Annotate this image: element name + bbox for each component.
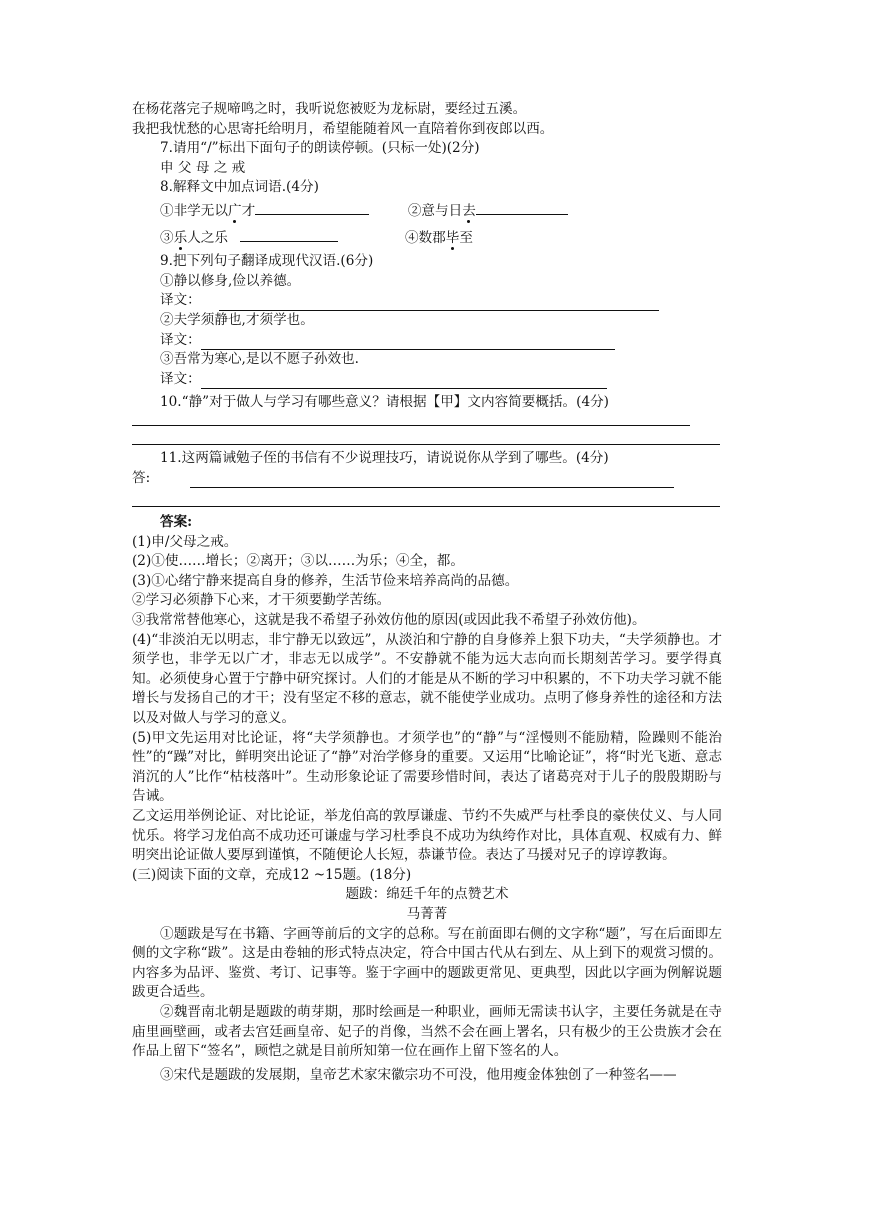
- q9-answer-line-1[interactable]: [219, 296, 659, 311]
- q9-answer-1: [132, 291, 722, 311]
- q11-answer-line-2[interactable]: [132, 488, 720, 507]
- q10-answer-line-1[interactable]: [132, 413, 690, 426]
- answer-line: (1)申/父母之戒。: [132, 533, 238, 550]
- article-paragraph: ②魏晋南北朝是题跋的萌芽期，那时绘画是一种职业，画师无需读书认字，主要任务就是在寺庙里画壁画，或者去宫廷画皇帝、妃子的肖像，当然不会在画上署名，只有极少的王公贵族才会在作品上留下“签名”，顾恺之就是目前所知第一位在画作上留下签名的人。: [132, 1003, 722, 1060]
- q10-prompt: 10.“静”对于做人与学习有哪些意义？请根据【甲】文内容简要概括。(4分): [160, 394, 609, 411]
- q9-answer-line-3[interactable]: [201, 374, 607, 389]
- q11-answer-line-1[interactable]: [190, 473, 674, 488]
- dotted-word: 毕: [445, 229, 460, 246]
- answer-label: 译文：: [160, 331, 201, 348]
- article-title: 题跋：绵廷千年的点赞艺术: [345, 886, 509, 903]
- intro-line: 在杨花落完子规啼鸣之时，我听说您被贬为龙标尉，要经过五溪。: [132, 101, 527, 117]
- q8-item-3: ③乐人之乐: [160, 229, 228, 246]
- answer-paragraph: (4)“非淡泊无以明志，非宁静无以致远”，从淡泊和宁静的自身修养上狠下功夫，“夫学须静也。才须学也，非学无以广才，非志无以成学”。不安静就不能为远大志向而长期刻苦学习。要学得真知。必须使身心置于宁静中研究探讨。人们的才能是从不断的学习中积累的，不下功夫学习就不能增长与发扬自己的才干；没有坚定不移的意志，就不能使学业成功。点明了修身养性的途径和方法以及对做人与学习的意义。: [132, 631, 722, 727]
- dotted-word: 乐: [173, 229, 188, 246]
- q11-prompt: 11.这两篇诫勉子侄的书信有不少说理技巧，请说说你从学到了哪些。(4分): [160, 449, 609, 466]
- q9-item-3: ③吾常为寒心,是以不愿子孙效也.: [160, 351, 359, 368]
- answer-line: (3)①心绪宁静来提高自身的修养，生活节俭来培养高尚的品德。: [132, 572, 519, 589]
- answer-label: 答:: [132, 469, 151, 486]
- q9-prompt: 9.把下列句子翻译成现代汉语.(6分): [160, 253, 374, 270]
- answer-paragraph: 乙文运用举例论证、对比论证，举龙伯高的敦厚谦虚、节约不失威严与杜季良的豪侠仗义、与人同忧乐。将学习龙伯高不成功还可谦虚与学习杜季良不成功为纨绔作对比，具体直观、权威有力、鲜明突出论证做人要厚到谨慎，不随便论人长短，恭谦节俭。表达了马援对兄子的谆谆教诲。: [132, 808, 722, 864]
- q7-sentence: 申 父 母 之 戒: [160, 159, 246, 176]
- q8-item-4: ④数郡毕至: [404, 229, 473, 246]
- article-author: 马菁菁: [406, 905, 448, 922]
- q8-item-1: ①非学无以广才: [160, 202, 256, 219]
- q11-answer: [132, 469, 722, 489]
- answers-heading: 答案:: [160, 514, 193, 531]
- q9-item-1: ①静以修身,俭以养德。: [160, 272, 301, 289]
- q9-item-2: ②夫学须静也,才须学也。: [160, 311, 314, 328]
- section3-prompt: (三)阅读下面的文章，充成12 ~15题。(18分): [132, 866, 412, 883]
- article-paragraph: ③宋代是题跋的发展期，皇帝艺术家宋徽宗功不可没，他用瘦金体独创了一种签名——: [160, 1066, 677, 1083]
- q8-prompt: 8.解释文中加点词语.(4分): [160, 179, 319, 196]
- intro-line: 我把我忧愁的心思寄托给明月，希望能随着风一直陪着你到夜郎以西。: [132, 120, 554, 137]
- q10-answer-line-2[interactable]: [132, 426, 720, 445]
- q9-answer-2: [132, 331, 722, 351]
- answer-line: (2)①使……增长；②离开；③以……为乐；④全，都。: [132, 553, 464, 570]
- dotted-word: 去: [462, 202, 476, 219]
- answer-line: ②学习必须静下心来，才干须要勤学苦练。: [132, 592, 391, 609]
- q9-answer-line-2[interactable]: [201, 335, 615, 350]
- q8-row-1: [132, 200, 722, 222]
- q8-item-2: ②意与日去: [407, 202, 476, 219]
- answer-line: ③我常常替他寒心，这就是我不希望子孙效仿他的原因(或因此我不希望子孙效仿他)。: [132, 612, 646, 629]
- document-page: [132, 100, 722, 1085]
- q7-prompt: 7.请用“/”标出下面句子的朗读停顿。(只标一处)(2分): [160, 140, 480, 157]
- answer-paragraph: (5)甲文先运用对比论证，将“夫学须静也。才须学也”的“静”与“淫慢则不能励精，险躁则不能治性”的“躁”对比，鲜明突出论证了“静”对治学修身的重要。又运用“比喻论证”，将“时光飞逝、意志消沉的人”比作“枯枝落叶”。生动形象论证了需要珍惜时间，表达了诸葛亮对于儿子的殷殷期盼与告诫。: [132, 729, 722, 805]
- dotted-word: 广: [227, 202, 242, 219]
- q8-blank-1[interactable]: [255, 200, 369, 215]
- article-paragraph: ①题跋是写在书籍、字画等前后的文字的总称。写在前面即右侧的文字称“题”，写在后面即左侧的文字称“跋”。这是由卷轴的形式特点决定，符合中国古代从右到左、从上到下的观赏习惯的。内容多为品评、鉴赏、考订、记事等。鉴于字画中的题跋更常见、更典型，因此以字画为例解说题跋更合适些。: [132, 925, 722, 1001]
- q9-answer-3: [132, 370, 722, 390]
- q8-blank-2[interactable]: [476, 200, 568, 215]
- answer-label: 译文：: [160, 370, 201, 387]
- q8-row-2: [132, 227, 722, 249]
- answer-label: 译文：: [160, 292, 201, 309]
- q8-blank-3[interactable]: [240, 227, 338, 242]
